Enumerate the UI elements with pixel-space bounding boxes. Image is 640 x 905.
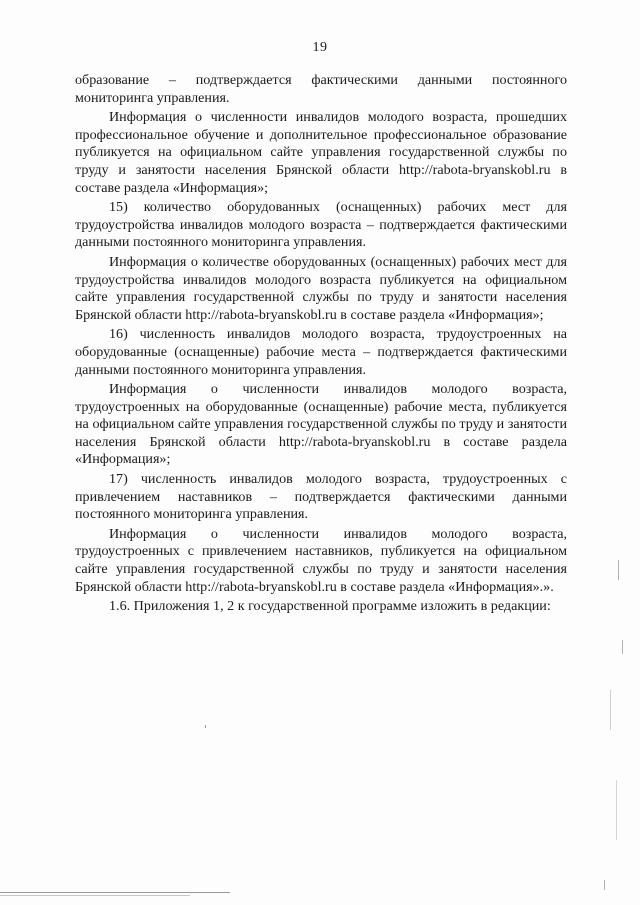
scan-artifact [610,690,611,730]
scan-artifact [616,780,617,840]
page-number: 19 [312,40,328,55]
paragraph-info-training: Информация о численности инвалидов молодого возраста, прошедших профессиональное обучение и дополнительное профессиональное образование публикуется на официальном сайте управления государственной службы по труду и занятости населения Брянской области http://rabota-bryanskobl.ru в составе раздела «Информация»; [75,109,567,196]
scan-edge-line [0,892,230,893]
paragraph-item-17: 17) численность инвалидов молодого возраста, трудоустроенных с привлечением наставников – подтверждается фактическими данными постоянного мониторинга управления. [75,471,567,523]
paragraph-info-mentors: Информация о численности инвалидов молодого возраста, трудоустроенных с привлечением наставников, публикуется на официальном сайте управления государственной службы по труду и занятости населения Брянской области http://rabota-bryanskobl.ru в составе раздела «Информация».». [75,525,567,595]
paragraph-item-15: 15) количество оборудованных (оснащенных) рабочих мест для трудоустройства инвалидов молодого возраста – подтверждается фактическими данными постоянного мониторинга управления. [75,199,567,251]
paragraph-item-16: 16) численность инвалидов молодого возраста, трудоустроенных на оборудованные (оснащенные) рабочие места – подтверждается фактическими данными постоянного мониторинга управления. [75,326,567,378]
paragraph-info-equipped-workplaces: Информация о количестве оборудованных (оснащенных) рабочих мест для трудоустройства инвалидов молодого возраста публикуется на официальном сайте управления государственной службы по труду и занятости населения Брянской области http://rabota-bryanskobl.ru в составе раздела «Информация»; [75,253,567,323]
document-body [75,72,567,618]
scan-artifact [205,725,206,728]
scan-edge-line [0,895,190,896]
scan-artifact [618,560,619,580]
scan-artifact [604,880,605,890]
paragraph-continuation: образование – подтверждается фактическими данными постоянного мониторинга управления. [75,72,567,106]
scan-artifact [622,640,623,654]
paragraph-info-employed-equipped: Информация о численности инвалидов молодого возраста, трудоустроенных на оборудованные (оснащенные) рабочие места, публикуется на официальном сайте управления государственной службы по труду и занятости населения Брянской области http://rabota-bryanskobl.ru в составе раздела «Информация»; [75,381,567,468]
paragraph-item-1-6: 1.6. Приложения 1, 2 к государственной программе изложить в редакции: [109,598,551,615]
